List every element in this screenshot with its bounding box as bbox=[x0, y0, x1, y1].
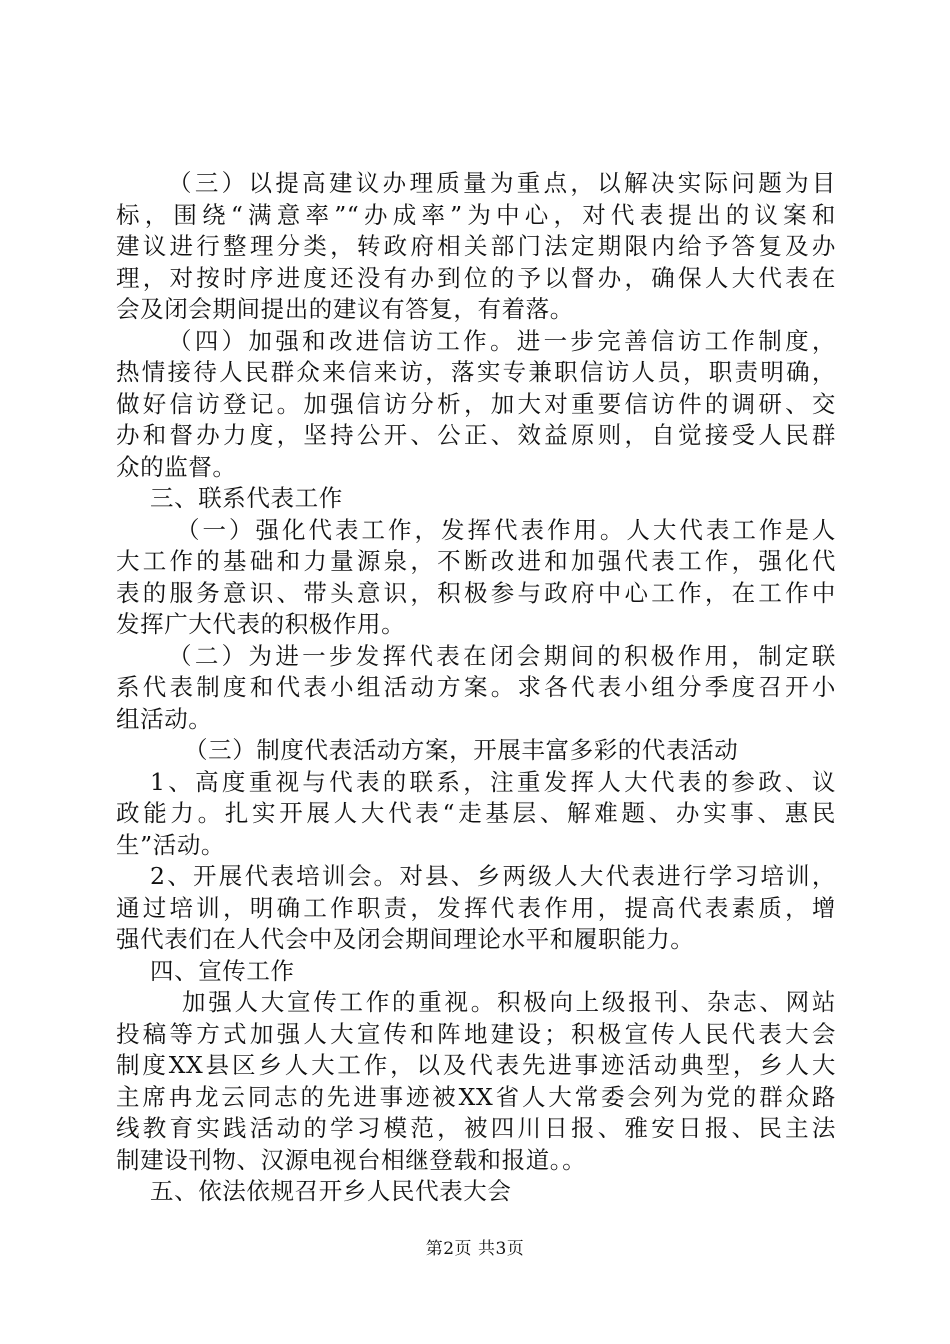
paragraph-line: 强代表们在人代会中及闭会期间理论水平和履职能力。 bbox=[116, 925, 695, 953]
paragraph-line: 做好信访登记。加强信访分析，加大对重要信访件的调研、交 bbox=[116, 389, 836, 418]
paragraph-line: 线教育实践活动的学习模范，被四川日报、雅安日报、民主法 bbox=[116, 1114, 836, 1142]
paragraph-line: 主席冉龙云同志的先进事迹被XX省人大常委会列为党的群众路 bbox=[116, 1082, 836, 1111]
paragraph-line: 系代表制度和代表小组活动方案。求各代表小组分季度召开小 bbox=[116, 673, 836, 701]
section-heading: 五、依法依规召开乡人民代表大会 bbox=[150, 1177, 512, 1205]
paragraph-line: 大工作的基础和力量源泉，不断改进和加强代表工作，强化代 bbox=[116, 547, 836, 575]
paragraph-line: 通过培训，明确工作职责，发挥代表作用，提高代表素质，增 bbox=[116, 893, 836, 922]
paragraph-line: 发挥广大代表的积极作用。 bbox=[116, 610, 406, 638]
paragraph-line: 会及闭会期间提出的建议有答复，有着落。 bbox=[116, 295, 574, 323]
paragraph-line: 2、开展代表培训会。对县、乡两级人大代表进行学习培训， bbox=[150, 862, 836, 890]
paragraph-line: 投稿等方式加强人大宣传和阵地建设；积极宣传人民代表大会 bbox=[116, 1019, 836, 1048]
paragraph-line: 表的服务意识、带头意识，积极参与政府中心工作，在工作中 bbox=[116, 578, 836, 607]
paragraph-line: 政能力。扎实开展人大代表“走基层、解难题、办实事、惠民 bbox=[116, 799, 836, 827]
paragraph-line: （三）制度代表活动方案，开展丰富多彩的代表活动 bbox=[184, 736, 739, 764]
section-heading: 四、宣传工作 bbox=[150, 956, 295, 985]
paragraph-line: 办和督办力度，坚持公开、公正、效益原则，自觉接受人民群 bbox=[116, 421, 836, 449]
paragraph-line: 加强人大宣传工作的重视。积极向上级报刊、杂志、网站 bbox=[182, 988, 836, 1016]
paragraph-line: 热情接待人民群众来信来访，落实专兼职信访人员，职责明确， bbox=[116, 358, 836, 386]
paragraph-line: 制度XX县区乡人大工作，以及代表先进事迹活动典型，乡人大 bbox=[116, 1051, 836, 1079]
paragraph-line: 生”活动。 bbox=[116, 830, 226, 859]
page-footer: 第2页 共3页 bbox=[425, 1239, 525, 1259]
paragraph-line: （二）为进一步发挥代表在闭会期间的积极作用，制定联 bbox=[168, 641, 836, 670]
paragraph-line: 标，围绕“满意率”“办成率”为中心，对代表提出的议案和 bbox=[116, 200, 836, 229]
paragraph-line: 制建设刊物、汉源电视台相继登载和报道。。 bbox=[116, 1145, 587, 1174]
paragraph-line: （三）以提高建议办理质量为重点，以解决实际问题为目 bbox=[168, 169, 836, 197]
paragraph-line: 1、高度重视与代表的联系，注重发挥人大代表的参政、议 bbox=[150, 767, 836, 796]
section-heading: 三、联系代表工作 bbox=[150, 484, 343, 512]
paragraph-line: 建议进行整理分类，转政府相关部门法定期限内给予答复及办 bbox=[116, 232, 836, 260]
paragraph-line: （四）加强和改进信访工作。进一步完善信访工作制度， bbox=[168, 326, 836, 355]
paragraph-line: 理，对按时序进度还没有办到位的予以督办，确保人大代表在 bbox=[116, 263, 836, 292]
paragraph-line: 组活动。 bbox=[116, 704, 213, 733]
paragraph-line: （一）强化代表工作，发挥代表作用。人大代表工作是人 bbox=[176, 515, 836, 544]
paragraph-line: 众的监督。 bbox=[116, 452, 237, 481]
